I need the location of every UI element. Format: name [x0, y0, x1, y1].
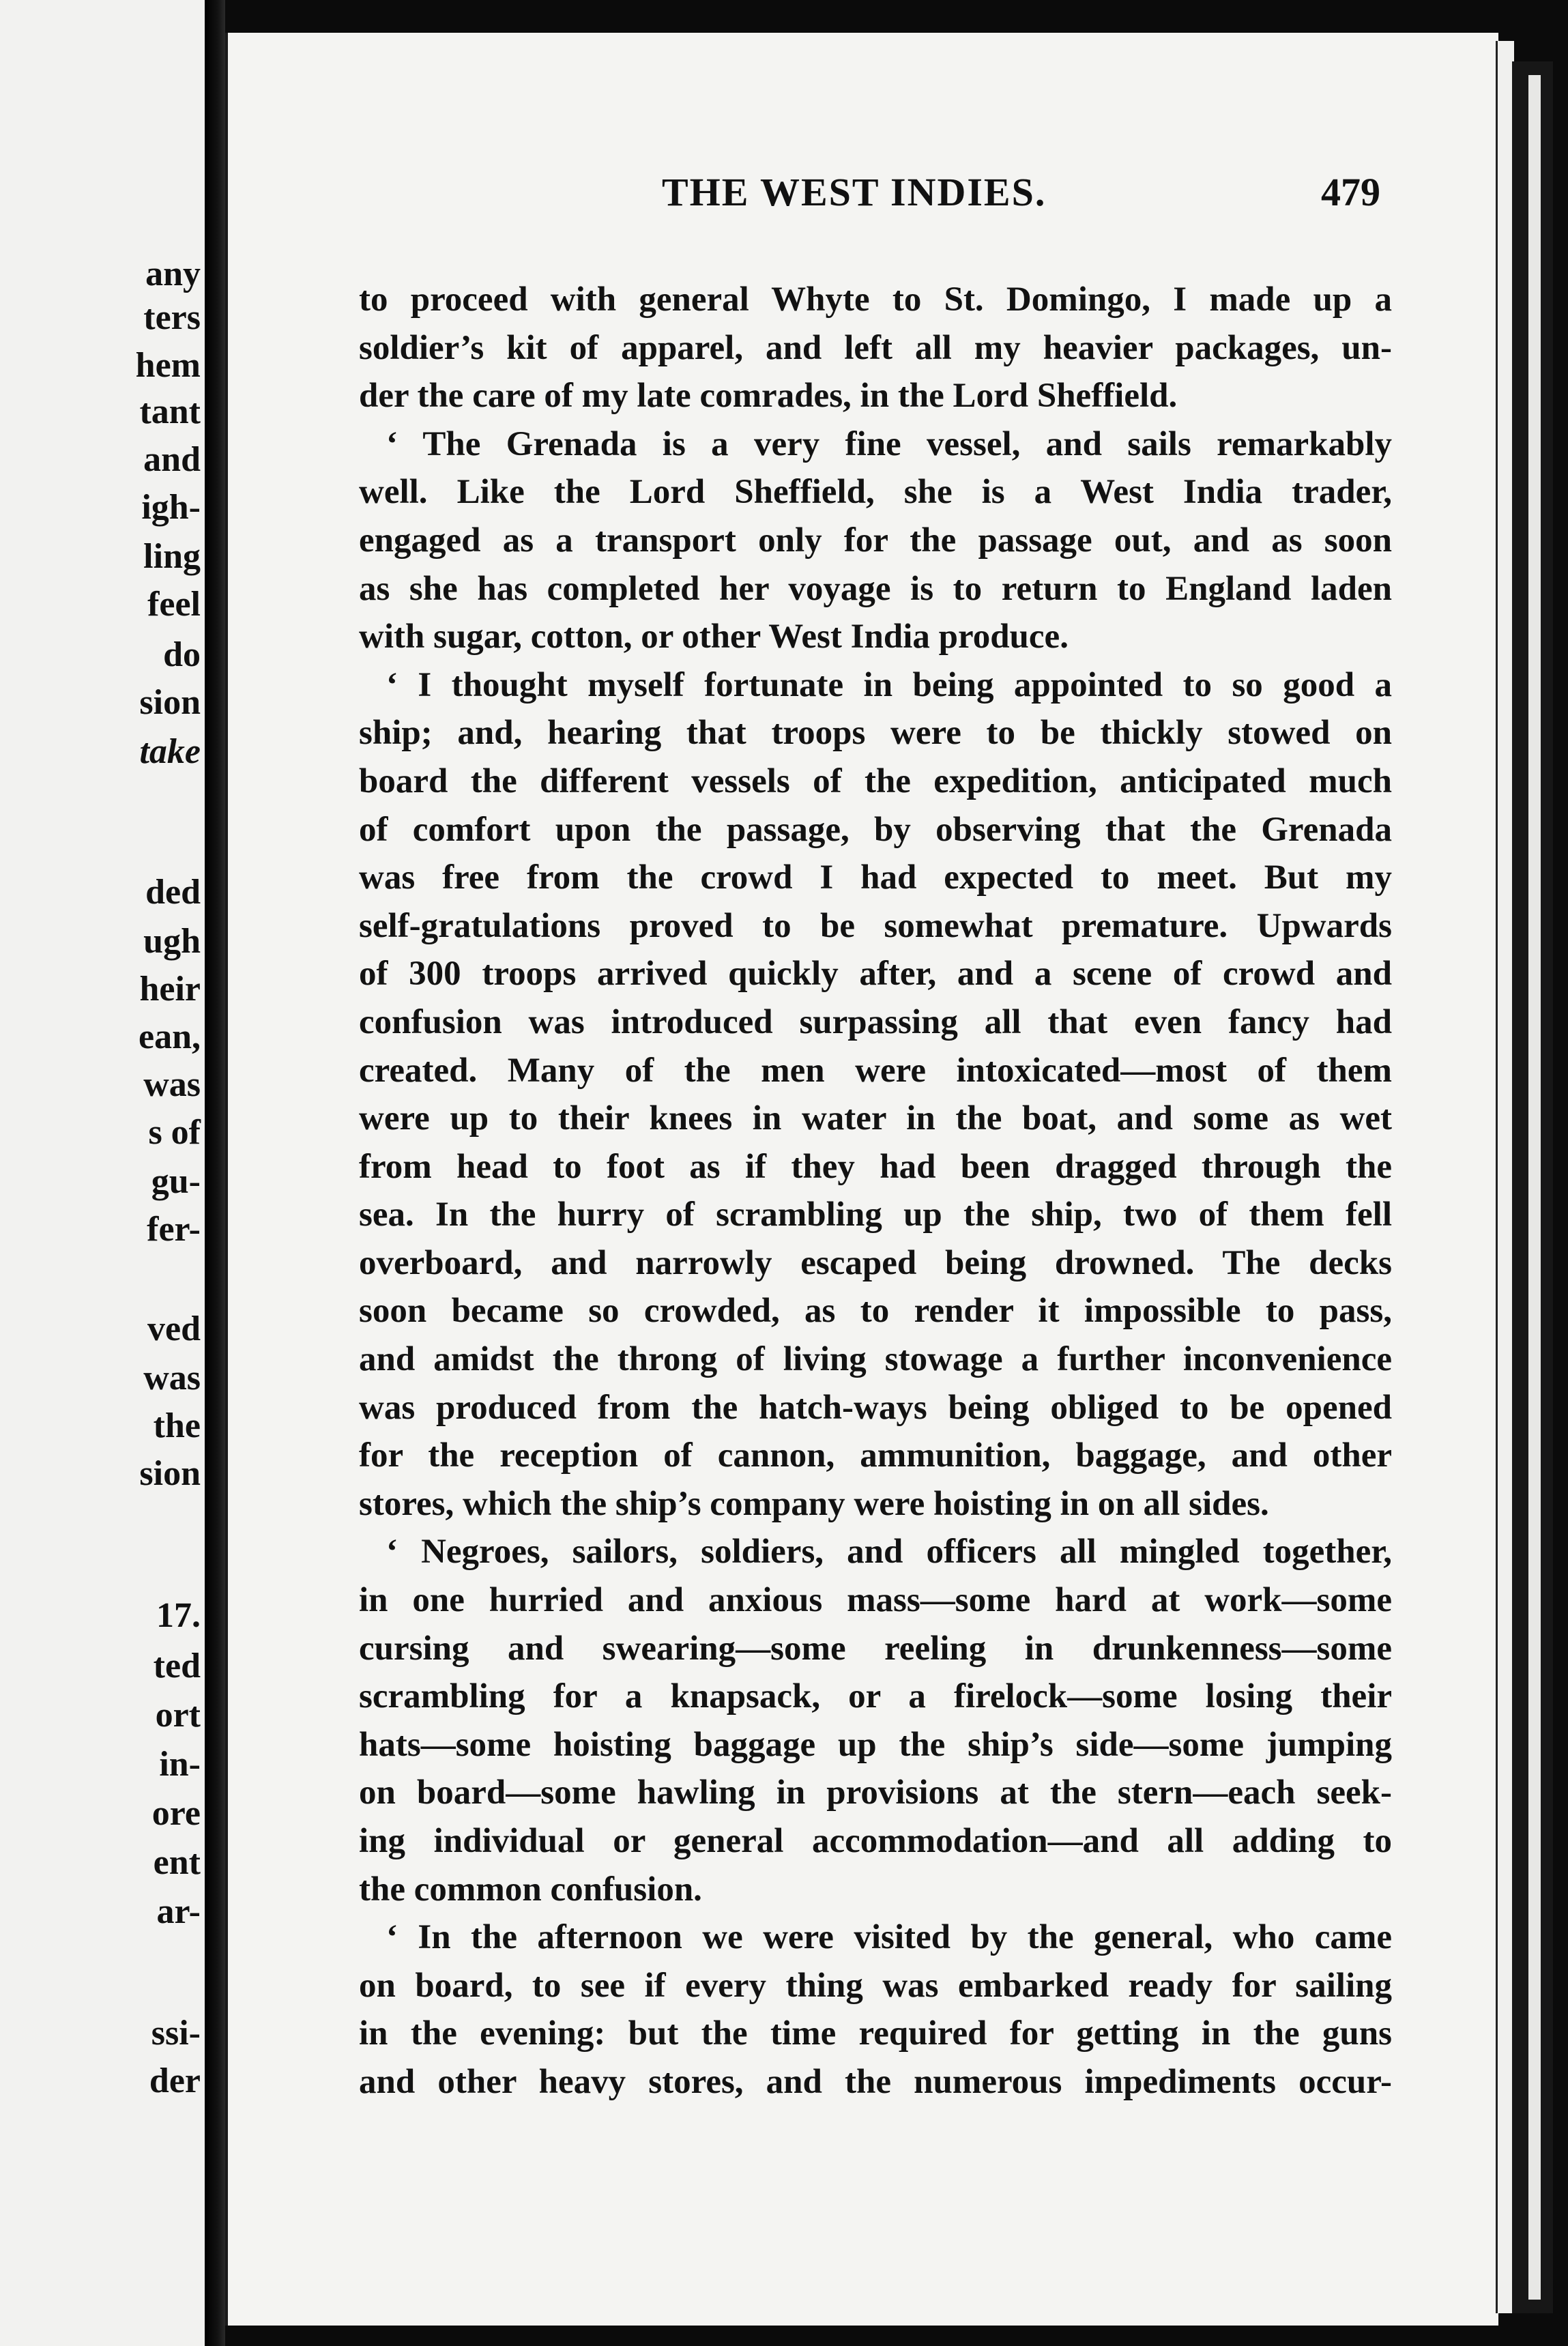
- left-fragment: hem: [135, 346, 201, 385]
- left-fragment: feel: [147, 585, 201, 624]
- left-fragment: sion: [139, 1454, 201, 1493]
- text-line: well. Like the Lord Sheffield, she is a West India trader,: [359, 473, 1392, 512]
- text-line: created. Many of the men were intoxicated—most of them: [359, 1051, 1392, 1090]
- book-page: [225, 33, 1498, 2326]
- left-fragment: ted: [153, 1647, 201, 1685]
- text-line: ‘ I thought myself fortunate in being appointed to so good a: [386, 665, 1392, 704]
- left-fragment: ore: [151, 1794, 201, 1833]
- text-line: confusion was introduced surpassing all that even fancy had: [359, 1002, 1392, 1041]
- left-fragment: the: [153, 1406, 201, 1445]
- text-line: and other heavy stores, and the numerous impediments occur-: [359, 2062, 1392, 2101]
- left-fragment: in-: [159, 1745, 201, 1784]
- left-fragment: der: [149, 2061, 201, 2100]
- page-number: 479: [1321, 170, 1380, 214]
- left-page-text-fragments: [0, 0, 205, 2346]
- text-line: ing individual or general accommodation—and all adding to: [359, 1822, 1392, 1860]
- text-line: overboard, and narrowly escaped being drowned. The decks: [359, 1243, 1392, 1282]
- text-line: on board—some hawling in provisions at the stern—each seek-: [359, 1773, 1392, 1812]
- text-line: ‘ Negroes, sailors, soldiers, and officers all mingled together,: [386, 1533, 1392, 1572]
- page-edge: [1528, 75, 1541, 2300]
- text-line: self-gratulations proved to be somewhat premature. Upwards: [359, 906, 1392, 945]
- left-fragment: ling: [143, 537, 201, 576]
- left-fragment: ar-: [156, 1892, 201, 1931]
- page-edge: [1496, 41, 1514, 2313]
- text-line: for the reception of cannon, ammunition, baggage, and other: [359, 1436, 1392, 1475]
- text-line: ‘ In the afternoon we were visited by the general, who came: [386, 1918, 1392, 1957]
- left-fragment: ent: [153, 1843, 201, 1882]
- left-fragment: was: [143, 1359, 201, 1398]
- text-line: on board, to see if every thing was embarked ready for sailing: [359, 1966, 1392, 2005]
- left-fragment: tant: [139, 392, 201, 431]
- left-fragment: 17.: [156, 1596, 201, 1635]
- text-line: was produced from the hatch-ways being obliged to be opened: [359, 1388, 1392, 1427]
- left-fragment: do: [163, 635, 201, 674]
- text-line: were up to their knees in water in the boat, and some as wet: [359, 1099, 1392, 1138]
- text-line: board the different vessels of the expedition, anticipated much: [359, 762, 1392, 800]
- text-line: in the evening: but the time required for getting in the guns: [359, 2014, 1392, 2053]
- text-line: engaged as a transport only for the passage out, and as soon: [359, 521, 1392, 560]
- running-head: [228, 169, 1388, 231]
- text-line: ‘ The Grenada is a very fine vessel, and sails remarkably: [386, 424, 1392, 463]
- text-line: der the care of my late comrades, in the Lord Sheffield.: [359, 377, 1178, 416]
- text-line: soon became so crowded, as to render it impossible to pass,: [359, 1292, 1392, 1331]
- text-line: stores, which the ship’s company were hoisting in on all sides.: [359, 1484, 1269, 1523]
- left-fragment: and: [143, 440, 201, 479]
- text-line: and amidst the throng of living stowage a further inconvenience: [359, 1340, 1392, 1379]
- text-line: as she has completed her voyage is to return to England laden: [359, 569, 1392, 608]
- left-fragment: igh-: [141, 488, 201, 527]
- text-line: ship; and, hearing that troops were to be thickly stowed on: [359, 714, 1392, 753]
- text-line: of 300 troops arrived quickly after, and a scene of crowd and: [359, 955, 1392, 994]
- text-line: of comfort upon the passage, by observing that the Grenada: [359, 810, 1392, 849]
- left-fragment: s of: [148, 1113, 201, 1152]
- left-fragment: take: [139, 732, 201, 771]
- text-line: sea. In the hurry of scrambling up the ship, two of them fell: [359, 1196, 1392, 1234]
- text-line: to proceed with general Whyte to St. Domingo, I made up a: [359, 280, 1392, 319]
- left-fragment: any: [145, 255, 201, 293]
- left-fragment: ort: [155, 1696, 201, 1735]
- text-line: soldier’s kit of apparel, and left all my heavier packages, un-: [359, 328, 1392, 367]
- left-fragment: heir: [139, 970, 201, 1009]
- left-fragment: fer-: [147, 1210, 201, 1249]
- left-fragment: ean,: [139, 1017, 201, 1056]
- left-fragment: gu-: [151, 1162, 201, 1201]
- left-fragment: ved: [147, 1309, 201, 1348]
- text-line: cursing and swearing—some reeling in drunkenness—some: [359, 1629, 1392, 1668]
- left-fragment: ugh: [143, 922, 201, 961]
- text-line: hats—some hoisting baggage up the ship’s side—some jumping: [359, 1725, 1392, 1764]
- left-fragment: sion: [139, 683, 201, 722]
- left-fragment: ded: [145, 873, 201, 912]
- text-line: in one hurried and anxious mass—some hard at work—some: [359, 1581, 1392, 1620]
- left-fragment: ters: [143, 298, 201, 337]
- text-line: the common confusion.: [359, 1870, 702, 1909]
- running-title: THE WEST INDIES.: [662, 170, 1047, 214]
- left-fragment: ssi-: [151, 2014, 201, 2053]
- text-line: was free from the crowd I had expected to meet. But my: [359, 858, 1392, 897]
- text-line: from head to foot as if they had been dragged through the: [359, 1147, 1392, 1186]
- book-gutter: [205, 0, 225, 2346]
- body-text: [359, 276, 1392, 2106]
- left-fragment: was: [143, 1065, 201, 1104]
- left-facing-page: [0, 0, 205, 2346]
- text-line: with sugar, cotton, or other West India produce.: [359, 618, 1069, 656]
- text-line: scrambling for a knapsack, or a firelock—some losing their: [359, 1677, 1392, 1716]
